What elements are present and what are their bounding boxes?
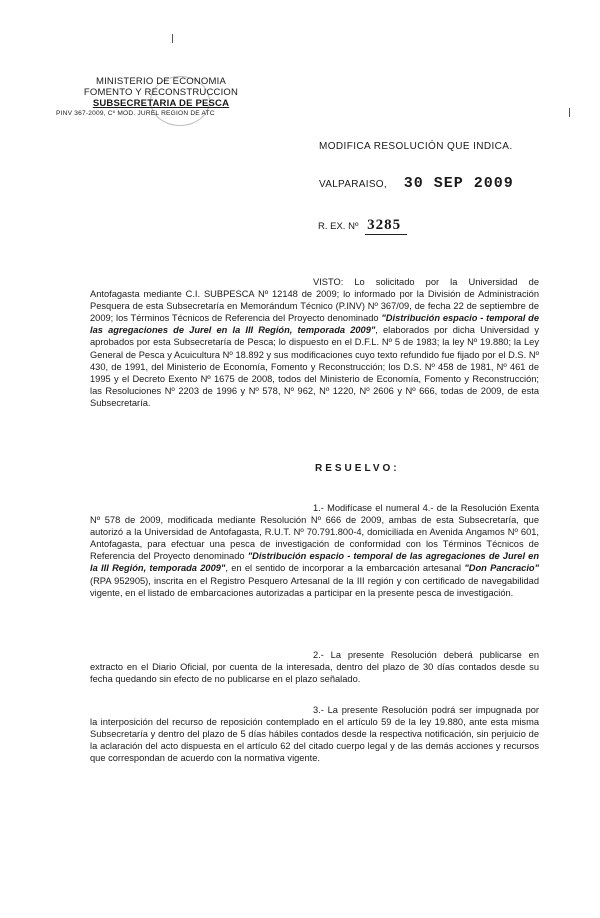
visto-text-1: VISTO: Lo solicitado por la Universidad de Antofagasta mediante C.I. SUBPESCA Nº 12148 de 2009; lo informado por la División de Administración Pesquera de esta Subsecretaría en Memorándum Técnico (P.INV) Nº 367/09, de fecha 22 de septiembre de 2009; los Términos Técnicos de Referencia del Proyecto denominado bbox=[90, 277, 539, 324]
reference-title: MODIFICA RESOLUCIÓN QUE INDICA. bbox=[319, 141, 513, 152]
header-subsecretaria: SUBSECRETARIA DE PESCA bbox=[92, 98, 230, 109]
date-line bbox=[319, 175, 514, 192]
resolution-number-value: 3285 bbox=[365, 217, 407, 235]
scan-mark bbox=[172, 34, 173, 43]
item-2-paragraph: 2.- La presente Resolución deberá publicarse en extracto en el Diario Oficial, por cuenta de la interesada, dentro del plazo de 30 días contados desde su fecha quedando sin efecto de no publicarse en el plazo señalado. bbox=[90, 650, 539, 685]
visto-paragraph bbox=[90, 276, 539, 409]
visto-text-2: , elaborados por dicha Universidad y aprobados por esta Subsecretaría de Pesca; lo dispuesto en el D.F.L. Nº 5 de 1983; la ley Nº 19.880; la Ley General de Pesca y Acuicultura Nº 18.892 y sus modificaciones cuyo texto refundido fue fijado por el D.S. Nº 430, de 1991, del Ministerio de Economía, Fomento y Reconstrucción; los D.S. Nº 458 de 1981, Nº 461 de 1995 y el Decreto Exento Nº 1675 de 2008, todos del Ministerio de Economía, Fomento y Reconstrucción; las Resoluciones Nº 2203 de 1996 y Nº 578, Nº 962, Nº 1220, Nº 2606 y Nº 666, todas de 2009, de esta Subsecretaría. bbox=[90, 325, 539, 408]
item-1-text-1: 1.- Modifícase el numeral 4.- de la Resolución Exenta Nº 578 de 2009, modificada mediante Resolución Nº 666 de 2009, ambas de esta Subsecretaría, que autorizó a la Universidad de Antofagasta, R.U.T. Nº 70.791.800-4, domiciliada en Avenida Angamos Nº 601, Antofagasta, para efectuar una pesca de investigación de conformidad con los Términos Técnicos de Referencia del Proyecto denominado bbox=[90, 503, 539, 562]
item-3-paragraph: 3.- La presente Resolución podrá ser impugnada por la interposición del recurso de reposición contemplado en el artículo 59 de la ley 19.880, ante esta misma Subsecretaría y dentro del plazo de 5 días hábiles contados desde la respectiva notificación, sin perjuicio de la aclaración del acto dispuesta en el artículo 62 del citado cuerpo legal y de las demás acciones y recursos que correspondan de acuerdo con la normativa vigente. bbox=[90, 705, 539, 764]
header-ministry: MINISTERIO DE ECONOMIA bbox=[95, 76, 227, 87]
resuelvo-heading: RESUELVO: bbox=[315, 463, 400, 474]
header-file-code: PINV 367-2009, Cº MOD. JUREL REGION DE ATC bbox=[56, 110, 215, 117]
project-name: "Distribución espacio - temporal de las agregaciones de Jurel en la III Región, temporada 2009" bbox=[90, 313, 539, 336]
resolution-label: R. EX. Nº bbox=[318, 221, 359, 232]
scan-mark bbox=[569, 108, 570, 117]
item-1-text-3: (RPA 952905), inscrita en el Registro Pesquero Artesanal de la III región y con certificado de navegabilidad vigente, en el listado de embarcaciones autorizadas a participar en la presente pesca de investigación. bbox=[90, 575, 539, 598]
header-department: FOMENTO Y RECONSTRUCCION bbox=[83, 87, 239, 98]
date-stamp: 30 SEP 2009 bbox=[403, 175, 514, 192]
item-1-paragraph bbox=[90, 502, 539, 599]
item-1-text-2: , en el sentido de incorporar a la embarcación artesanal bbox=[225, 563, 465, 574]
resolution-number bbox=[318, 217, 407, 235]
ministry-header bbox=[56, 76, 246, 118]
vessel-name: "Don Pancracio" bbox=[464, 563, 539, 574]
project-name: "Distribución espacio - temporal de las agregaciones de Jurel en la III Región, temporada 2009" bbox=[90, 551, 539, 574]
date-city: VALPARAISO, bbox=[319, 179, 387, 190]
